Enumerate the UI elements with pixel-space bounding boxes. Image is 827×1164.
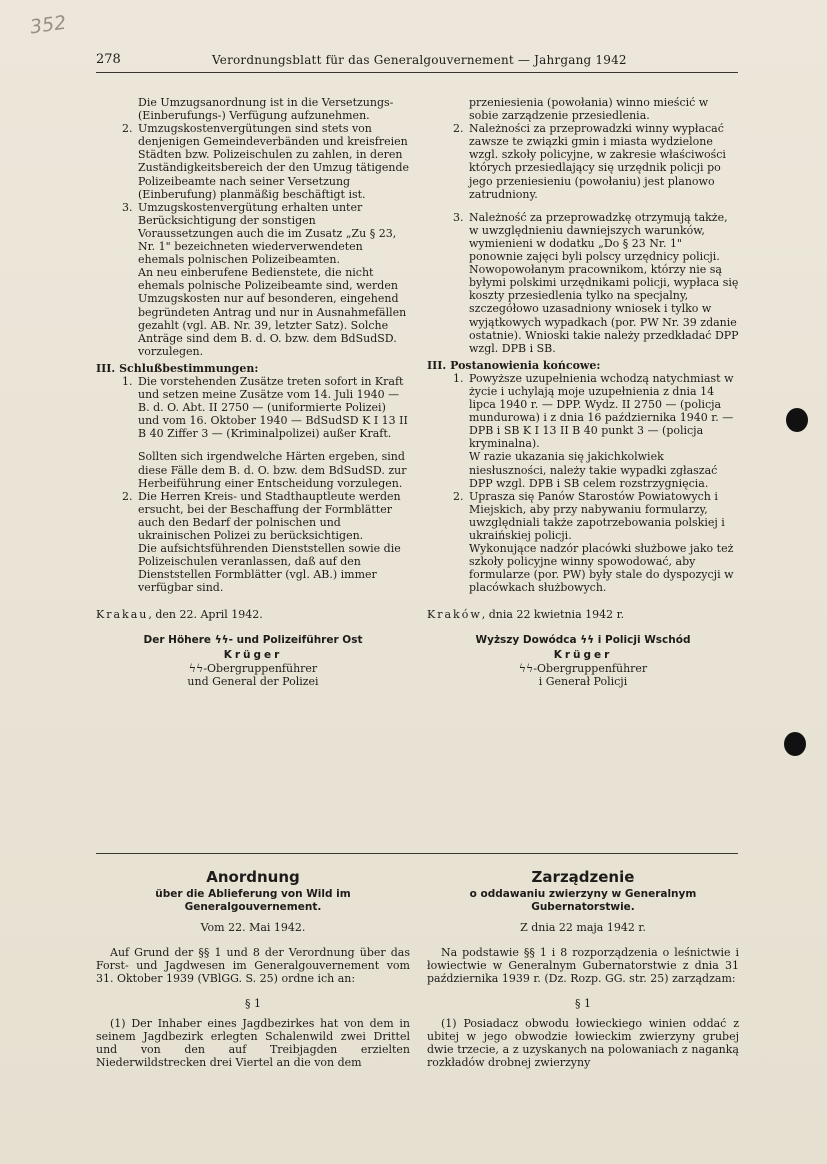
- ordinance-title: Anordnung: [206, 868, 300, 886]
- list-item: [96, 201, 410, 266]
- date: , den 22. April 1942.: [148, 608, 263, 622]
- continuation-text: przeniesienia (powołania) winno mieścić w sobie zarządzenie przesiedlenia.: [469, 96, 709, 123]
- running-header: [96, 52, 721, 72]
- ordinance-date: Z dnia 22 maja 1942 r.: [520, 920, 646, 934]
- item-number: 3.: [453, 210, 464, 224]
- org-part: Der Höhere: [143, 633, 215, 646]
- item-number: 1.: [122, 374, 133, 388]
- signatory-name: Krüger: [553, 648, 613, 661]
- item-number: 1.: [453, 371, 464, 385]
- punch-hole-bottom: [784, 732, 806, 756]
- place-date: [96, 608, 410, 621]
- signatory-name: Krüger: [223, 648, 283, 661]
- item-text: Powyższe uzupełnienia wchodzą natychmiast w życie i uchylają moje uzupełnienia z dnia 14 lipca 1940 r. — DPP. Wydz. II 2750 — (policja mundurowa) i z dnia 16 października 1940 r. — DPB i SB K I 13 II B 40 punkt 3 — (policja kryminalna).: [469, 371, 734, 451]
- paragraph: W razie ukazania się jakichkolwiek niesłuszności, należy takie wypadki zgłaszać DPP wzgl. DPB i SB celem rozstrzygnięcia.: [469, 450, 718, 490]
- rune-glyph: ϟϟ: [188, 661, 204, 675]
- ordinance-subtitle: über die Ablieferung von Wild im Generalgouvernement.: [155, 888, 351, 914]
- list-item: [427, 490, 739, 542]
- item-text: Umzugskostenvergütungen sind stets von denjenigen Gemeindeverbänden und kreisfreien Städten bzw. Polizeischulen zu zahlen, in deren Zuständigkeitsbereich der den Umzug tätigende Polizeibeamte nach seiner Versetzung (Einberufung) planmäßig beschäftigt ist.: [138, 122, 410, 201]
- item-text: Umzugskostenvergütung erhalten unter Berücksichtigung der sonstigen Voraussetzungen auch die im Zusatz „Zu § 23, Nr. 1" bezeichneten wiederverwendeten ehemals polnischen Polizeibeamten.: [138, 200, 397, 267]
- rune-glyph: ϟϟ: [580, 633, 595, 646]
- city: Kraków: [427, 608, 482, 622]
- ordinance-paragraph: (1) Posiadacz obwodu łowieckiego winien oddać z ubitej w jego obwodzie łowieckim zwierzyny grubej dwie trzecie, a z uzyskanych na polowaniach z naganką rozkładów drobnej zwierzyny: [427, 1016, 739, 1070]
- section-divider: [96, 853, 738, 854]
- date: , dnia 22 kwietnia 1942 r.: [481, 608, 625, 622]
- ordinance-title: Zarządzenie: [531, 868, 635, 886]
- rune-glyph: ϟϟ: [518, 661, 534, 675]
- item-text: Uprasza się Panów Starostów Powiatowych i Miejskich, aby przy nabywaniu formularzy, uwzględniali także zapotrzebowania polskiej i ukraińskiej policji.: [469, 489, 725, 542]
- org-part: i Policji Wschód: [594, 633, 691, 646]
- page-number: 278: [96, 52, 121, 67]
- list-item: [96, 490, 410, 542]
- ordinance-intro: Auf Grund der §§ 1 und 8 der Verordnung über das Forst- und Jagdwesen im Generalgouvernement vom 31. Oktober 1939 (VBlGG. S. 25) ordne ich an:: [96, 945, 410, 986]
- place-date: [427, 608, 739, 621]
- header-rule: [96, 72, 738, 73]
- item-text: Należności za przeprowadzki winny wypłacać zawsze te związki gmin i miasta wydzielone wzgl. szkoły policyjne, w zakresie właściwości których przesiedlający się urzędnik policji po jego przeniesieniu (powołaniu) jest planowo zatrudniony.: [469, 122, 726, 201]
- signatory-rank: [427, 662, 739, 675]
- signatory-rank-2: i Generał Policji: [538, 674, 628, 688]
- continuation-text: Die Umzugsanordnung ist in die Versetzungs- (Einberufungs-) Verfügung aufzunehmen.: [138, 96, 394, 123]
- list-item: [96, 122, 410, 201]
- polish-column: [427, 96, 739, 688]
- list-item: [96, 375, 410, 440]
- paragraph: An neu einberufene Bedienstete, die nicht ehemals polnische Polizeibeamte sind, werden Umzugskosten nur auf besonderen, eingehend begründeten Antrag und nur in Ausnahmefällen gezahlt (vgl. AB. Nr. 39, letzter Satz). Solche Anträge sind dem B. d. O. bzw. dem BdSudSD. vorzulegen.: [138, 266, 407, 358]
- ordinance-intro: Na podstawie §§ 1 i 8 rozporządzenia o leśnictwie i łowiectwie w Generalnym Gubernatorstwie z dnia 31 października 1939 r. (Dz. Rozp. GG. str. 25) zarządzam:: [427, 945, 739, 986]
- signatory-rank-2: und General der Polizei: [187, 674, 319, 688]
- ordinance-german: [96, 868, 410, 1080]
- signature-block: [427, 634, 739, 688]
- signature-org: [427, 634, 739, 647]
- item-number: 2.: [122, 489, 133, 503]
- ordinance-date: Vom 22. Mai 1942.: [200, 920, 306, 934]
- org-part: Wyższy Dowódca: [475, 633, 581, 646]
- rune-glyph: ϟϟ: [214, 633, 229, 646]
- ordinance-subtitle: o oddawaniu zwierzyny w Generalnym Gubernatorstwie.: [469, 888, 697, 914]
- list-item: [427, 122, 739, 201]
- item-number: 2.: [453, 122, 464, 136]
- city: Krakau: [96, 608, 149, 622]
- rank-text: -Obergruppenführer: [203, 661, 318, 675]
- section-heading: III. Schlußbestimmungen:: [96, 361, 259, 375]
- ordinance-paragraph: (1) Der Inhaber eines Jagdbezirkes hat von dem in seinem Jagdbezirk erlegten Schalenwild zwei Drittel und von den auf Treibjagden erzielten Niederwildstrecken drei Viertel an die von dem: [96, 1016, 410, 1070]
- item-text: Die Herren Kreis- und Stadthauptleute werden ersucht, bei der Beschaffung der Formblätter auch den Bedarf der polnischen und ukrainischen Polizei zu berücksichtigen.: [138, 489, 401, 542]
- punch-hole-top: [786, 408, 808, 432]
- signature-org: [96, 634, 410, 647]
- item-number: 2.: [122, 122, 133, 136]
- section-heading: III. Postanowienia końcowe:: [427, 358, 601, 372]
- item-number: 2.: [453, 489, 464, 503]
- item-text: Należność za przeprowadzkę otrzymują także, w uwzględnieniu dawniejszych warunków, wymienieni w dodatku „Do § 23 Nr. 1" ponownie zajęci byli polscy urzędnicy policji. Nowopowołanym pracownikom, którzy nie są byłymi polskimi urzędnikami policji, wypłaca się koszty przesiedlenia tylko na specjalny, szczegółowo uzasadniony wniosek i tylko w wyjątkowych wypadkach (por. PW Nr. 39 zdanie ostatnie). Wnioski takie należy przedkładać DPP wzgl. DPB i SB.: [469, 210, 739, 355]
- list-item: [427, 211, 739, 355]
- signature-block: [96, 634, 410, 688]
- paragraph-number: § 1: [575, 997, 591, 1011]
- handwritten-archive-number: 352: [28, 11, 68, 39]
- list-item: [427, 372, 739, 451]
- ordinance-polish: [427, 868, 739, 1080]
- german-column: [96, 96, 410, 688]
- rank-text: -Obergruppenführer: [533, 661, 648, 675]
- paragraph-number: § 1: [245, 997, 261, 1011]
- paragraph: Sollten sich irgendwelche Härten ergeben, sind diese Fälle dem B. d. O. bzw. dem BdSudSD. zur Herbeiführung einer Entscheidung vorzulegen.: [138, 450, 407, 490]
- org-part: - und Polizeiführer Ost: [228, 633, 363, 646]
- item-number: 3.: [122, 200, 133, 214]
- journal-title: Verordnungsblatt für das Generalgouvernement — Jahrgang 1942: [212, 53, 627, 67]
- signatory-rank: [96, 662, 410, 675]
- paragraph: Wykonujące nadzór placówki służbowe jako też szkoły policyjne winny spowodować, aby formularze (por. PW) były stale do dyspozycji w placówkach służbowych.: [469, 542, 734, 595]
- item-text: Die vorstehenden Zusätze treten sofort in Kraft und setzen meine Zusätze vom 14. Juli 1940 — B. d. O. Abt. II 2750 — (uniformierte Polizei) und vom 16. Oktober 1940 — BdSudSD K I 13 II B 40 Ziffer 3 — (Kriminalpolizei) außer Kraft.: [138, 374, 408, 441]
- paragraph: Die aufsichtsführenden Dienststellen sowie die Polizeischulen veranlassen, daß auf den Dienststellen Formblätter (vgl. AB.) immer verfügbar sind.: [138, 542, 401, 595]
